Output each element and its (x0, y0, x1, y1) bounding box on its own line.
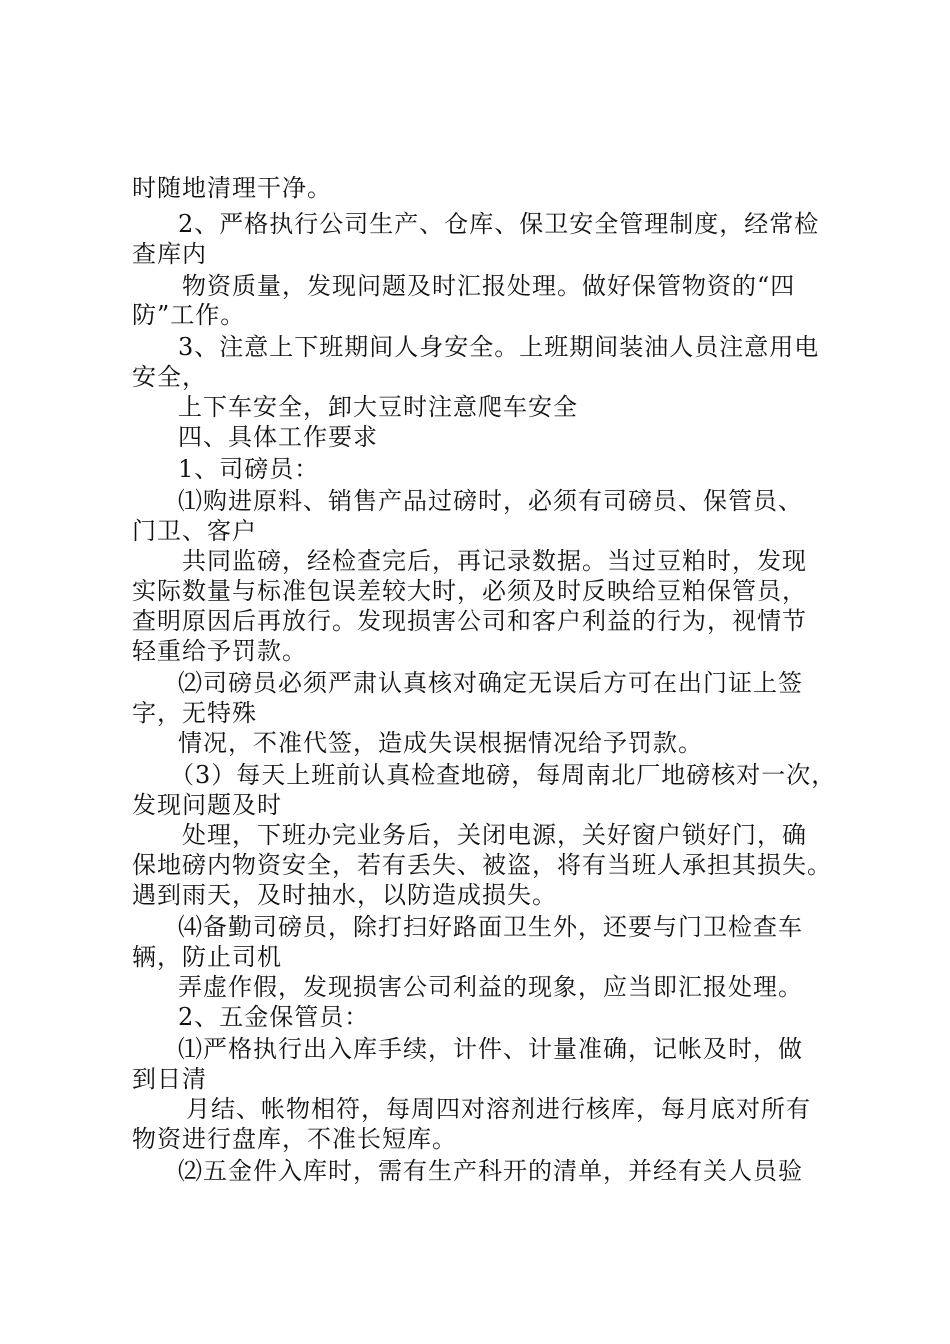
text-line: 情况，不准代签，造成失误根据情况给予罚款。 (178, 729, 703, 757)
text-line: 弄虚作假，发现损害公司利益的现象，应当即汇报处理。 (178, 973, 803, 1001)
text-line: （3）每天上班前认真检查地磅，每周南北厂地磅核对一次， (170, 761, 837, 789)
text-line: 查明原因后再放行。发现损害公司和客户利益的行为，视情节 (132, 607, 807, 635)
text-line: 到日清 (132, 1065, 207, 1093)
text-line: 物资质量，发现问题及时汇报处理。做好保管物资的“四 (182, 272, 796, 300)
text-line: 辆，防止司机 (132, 943, 282, 971)
text-line: 物资进行盘库，不准长短库。 (132, 1125, 457, 1153)
text-line: 查库内 (132, 240, 207, 268)
text-line: 保地磅内物资安全，若有丢失、被盗，将有当班人承担其损失。 (132, 851, 832, 879)
text-line: 3、注意上下班期间人身安全。上班期间装油人员注意用电 (178, 333, 820, 361)
text-line: 共同监磅，经检查完后，再记录数据。当过豆粕时，发现 (182, 547, 807, 575)
text-line: 月结、帐物相符，每周四对溶剂进行核库，每月底对所有 (186, 1095, 811, 1123)
text-line: 防”工作。 (132, 301, 246, 329)
section-heading: 四、具体工作要求 (178, 423, 378, 451)
text-line: 处理，下班办完业务后，关闭电源，关好窗户锁好门，确 (182, 821, 807, 849)
text-line: 门卫、客户 (132, 517, 257, 545)
subsection-heading: 1、司磅员： (178, 455, 320, 483)
text-line: 上下车安全，卸大豆时注意爬车安全 (178, 393, 578, 421)
text-line: 安全， (132, 363, 207, 391)
text-line: 2、严格执行公司生产、仓库、保卫安全管理制度，经常检 (178, 210, 820, 238)
text-line: 时随地清理干净。 (132, 174, 332, 202)
text-line: ⑷备勤司磅员，除打扫好路面卫生外，还要与门卫检查车 (178, 913, 803, 941)
text-line: ⑵五金件入库时，需有生产科开的清单，并经有关人员验 (178, 1157, 803, 1185)
text-line: 发现问题及时 (132, 791, 282, 819)
subsection-heading: 2、五金保管员： (178, 1003, 370, 1031)
text-line: ⑴购进原料、销售产品过磅时，必须有司磅员、保管员、 (178, 487, 803, 515)
text-line: 字，无特殊 (132, 699, 257, 727)
text-line: 遇到雨天，及时抽水，以防造成损失。 (132, 881, 557, 909)
text-line: 轻重给予罚款。 (132, 637, 307, 665)
text-line: ⑴严格执行出入库手续，计件、计量准确，记帐及时，做 (178, 1035, 803, 1063)
text-line: 实际数量与标准包误差较大时，必须及时反映给豆粕保管员， (132, 577, 807, 605)
text-line: ⑵司磅员必须严肃认真核对确定无误后方可在出门证上签 (178, 669, 803, 697)
